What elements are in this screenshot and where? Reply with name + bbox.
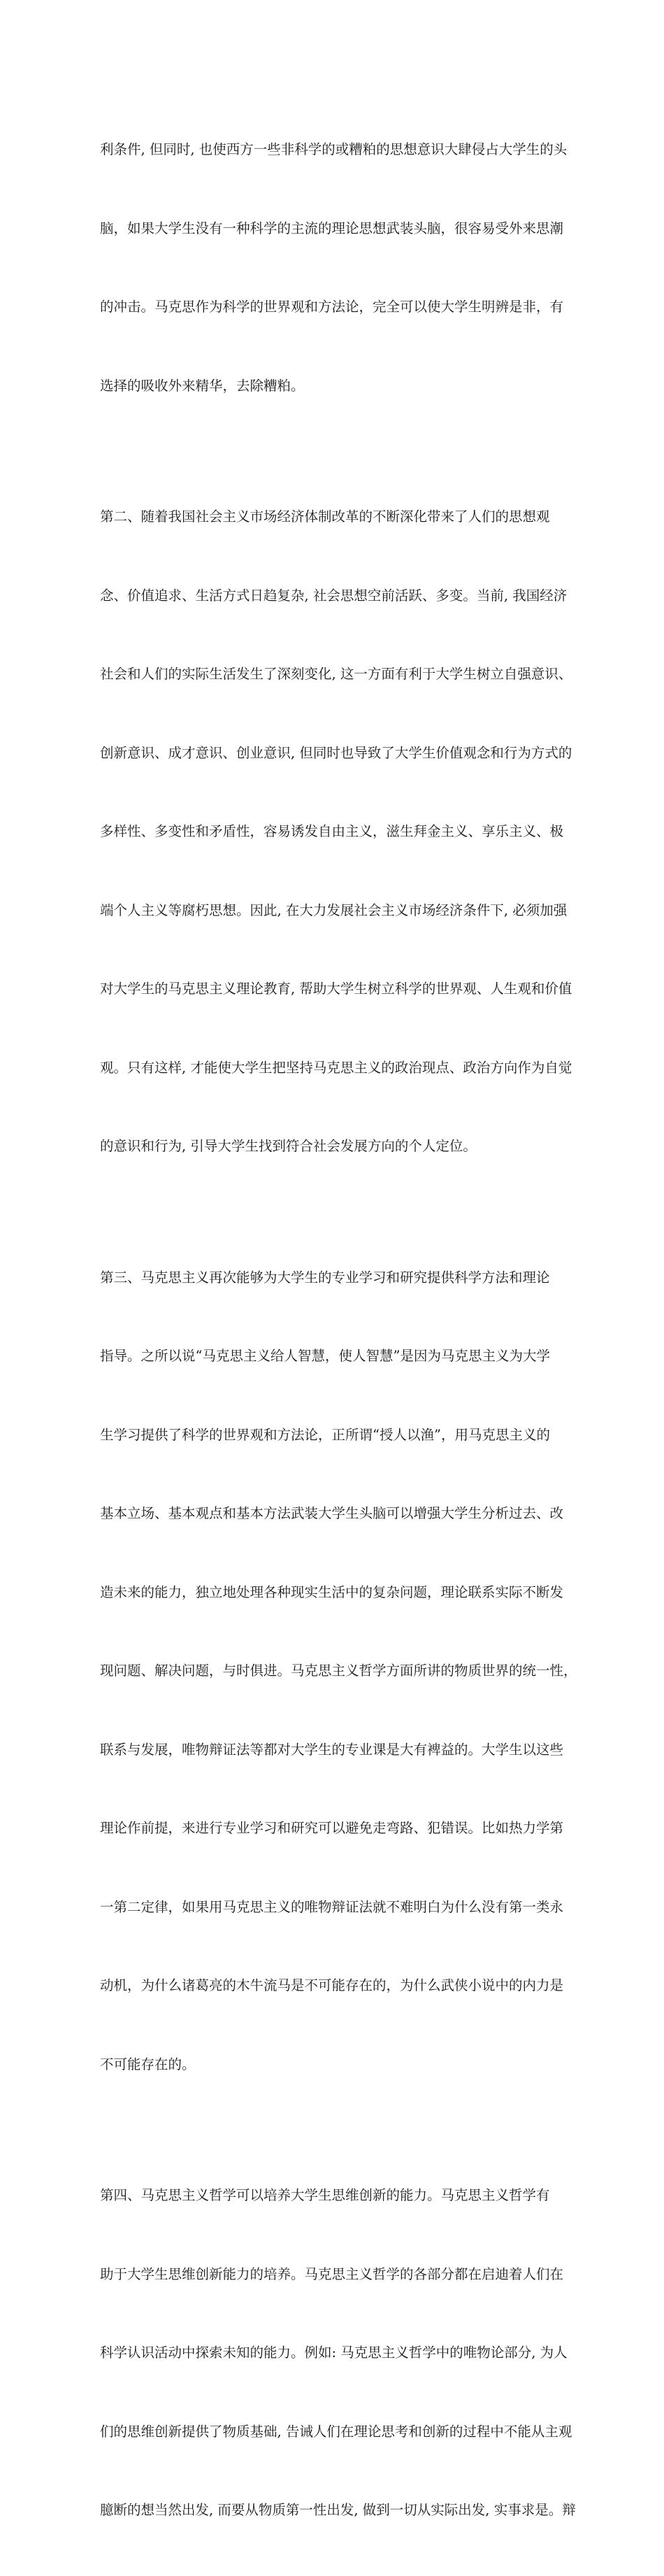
text-line: 脑，如果大学生没有一种科学的主流的理论思想武装头脑，很容易受外来思潮 — [100, 220, 564, 236]
text-line: 联系与发展，唯物辩证法等都对大学生的专业课是大有裨益的。大学生以这些 — [100, 1741, 564, 1758]
text-line: 社会和人们的实际生活发生了深刻变化, 这一方面有利于大学生树立自强意识、 — [100, 666, 572, 682]
text-line: 念、价值追求、生活方式日趋复杂, 社会思想空前活跃、多变。当前, 我国经济 — [100, 587, 568, 604]
text-line: 端个人主义等腐朽思想。因此, 在大力发展社会主义市场经济条件下, 必须加强 — [100, 902, 568, 918]
text-line: 现问题、解决问题，与时俱进。马克思主义哲学方面所讲的物质世界的统一性， — [100, 1663, 577, 1679]
text-line: 的意识和行为, 引导大学生找到符合社会发展方向的个人定位。 — [100, 1138, 477, 1154]
text-line: 基本立场、基本观点和基本方法武装大学生头脑可以增强大学生分析过去、改 — [100, 1505, 564, 1521]
text-line: 一第二定律，如果用马克思主义的唯物辩证法就不难明白为什么没有第一类永 — [100, 1898, 564, 1915]
paragraph-third — [100, 1212, 577, 2130]
text-line: 们的思维创新提供了物质基础, 告诫人们在理论思考和创新的过程中不能从主观 — [100, 2423, 572, 2440]
text-line: 观。只有这样, 才能使大学生把坚持马克思主义的政治现点、政治方向作为自觉 — [100, 1059, 572, 1076]
text-line: 臆断的想当然出发, 而要从物质第一性出发, 做到一切从实际出发, 实事求是。辩 — [100, 2502, 576, 2518]
text-line: 对大学生的马克思主义理论教育, 帮助大学生树立科学的世界观、人生观和价值 — [100, 981, 572, 997]
text-line: 第二、随着我国社会主义市场经济体制改革的不断深化带来了人们的思想观 — [100, 508, 550, 525]
text-line: 不可能存在的。 — [100, 2056, 196, 2072]
text-line: 理论作前提，来进行专业学习和研究可以避免走弯路、犯错误。比如热力学第 — [100, 1820, 564, 1836]
text-line: 助于大学生思维创新能力的培养。马克思主义哲学的各部分都在启迪着人们在 — [100, 2265, 564, 2282]
text-line: 多样性、多变性和矛盾性，容易诱发自由主义，滋生拜金主义、享乐主义、极 — [100, 823, 564, 839]
text-line: 第三、马克思主义再次能够为大学生的专业学习和研究提供科学方法和理论 — [100, 1269, 550, 1286]
text-line: 利条件, 但同时, 也使西方一些非科学的或糟粕的思想意识大肆侵占大学生的头 — [100, 141, 568, 157]
text-line: 科学认识活动中探索未知的能力。例如: 马克思主义哲学中的唯物论部分, 为人 — [100, 2344, 568, 2361]
document-body — [100, 84, 577, 2576]
paragraph-fourth — [100, 2130, 576, 2576]
text-line: 动机，为什么诸葛亮的木牛流马是不可能存在的，为什么武侠小说中的内力是 — [100, 1977, 564, 1993]
text-line: 第四、马克思主义哲学可以培养大学生思维创新的能力。马克思主义哲学有 — [100, 2187, 550, 2203]
text-line: 创新意识、成才意识、创业意识, 但同时也导致了大学生价值观念和行为方式的 — [100, 744, 572, 761]
paragraph-second — [100, 451, 572, 1212]
text-line: 选择的吸收外来精华，去除糟粕。 — [100, 377, 305, 394]
text-line: 生学习提供了科学的世界观和方法论，正所谓“授人以渔”，用马克思主义的 — [100, 1426, 550, 1443]
text-line: 指导。之所以说“马克思主义给人智慧，使人智慧”是因为马克思主义为大学 — [100, 1348, 550, 1364]
text-line: 造未来的能力，独立地处理各种现实生活中的复杂问题，理论联系实际不断发 — [100, 1584, 564, 1600]
text-line: 的冲击。马克思作为科学的世界观和方法论，完全可以使大学生明辨是非，有 — [100, 299, 564, 315]
paragraph-continuation — [100, 84, 567, 451]
